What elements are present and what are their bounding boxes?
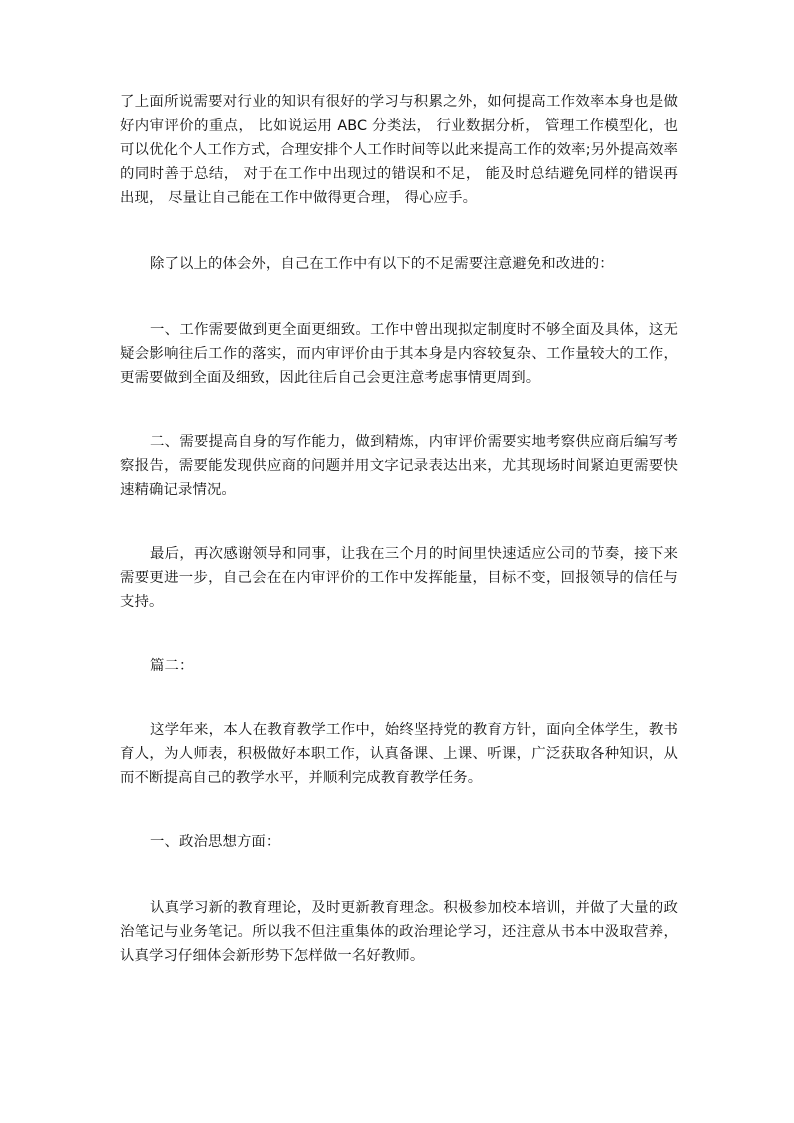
paragraph-closing: 最后，再次感谢领导和同事，让我在三个月的时间里快速适应公司的节奏，接下来需要更进一步，自己会在在内审评价的工作中发挥能量，目标不变，回报领导的信任与支持。 <box>120 546 678 610</box>
paragraph-school-year: 这学年来，本人在教育教学工作中，始终坚持党的教育方针，面向全体学生，教书育人，为人师表，积极做好本职工作，认真备课、上课、听课，广泛获取各种知识，从而不断提高自己的教学水平，并顺利完成教育教学任务。 <box>120 722 678 786</box>
paragraph-point-one: 一、工作需要做到更全面更细致。工作中曾出现拟定制度时不够全面及具体，这无疑会影响往后工作的落实，而内审评价由于其本身是内容较复杂、工作量较大的工作，更需要做到全面及细致，因此往后自己会更注意考虑事情更周到。 <box>120 322 678 386</box>
paragraph-shortcomings-intro: 除了以上的体会外，自己在工作中有以下的不足需要注意避免和改进的： <box>150 256 614 272</box>
paragraph-efficiency: 了上面所说需要对行业的知识有很好的学习与积累之外，如何提高工作效率本身也是做好内审评价的重点， 比如说运用 ABC 分类法， 行业数据分析， 管理工作模型化，也可以优化个人工作方式，合理安排个人工作时间等以此来提高工作的效率;另外提高效率的同时善于总结， 对于在工作中出现过的错误和不足， 能及时总结避免同样的错误再出现， 尽量让自己能在工作中做得更合理， 得心应手。 <box>120 94 678 206</box>
heading-political-thought: 一、政治思想方面： <box>150 834 281 850</box>
section-heading-part-two: 篇二： <box>150 658 194 674</box>
paragraph-study-theory: 认真学习新的教育理论，及时更新教育理念。积极参加校本培训，并做了大量的政治笔记与业务笔记。所以我不但注重集体的政治理论学习，还注意从书本中汲取营养，认真学习仔细体会新形势下怎样做一名好教师。 <box>120 900 678 964</box>
paragraph-point-two: 二、需要提高自身的写作能力，做到精炼，内审评价需要实地考察供应商后编写考察报告，需要能发现供应商的问题并用文字记录表达出来，尤其现场时间紧迫更需要快速精确记录情况。 <box>120 434 678 498</box>
